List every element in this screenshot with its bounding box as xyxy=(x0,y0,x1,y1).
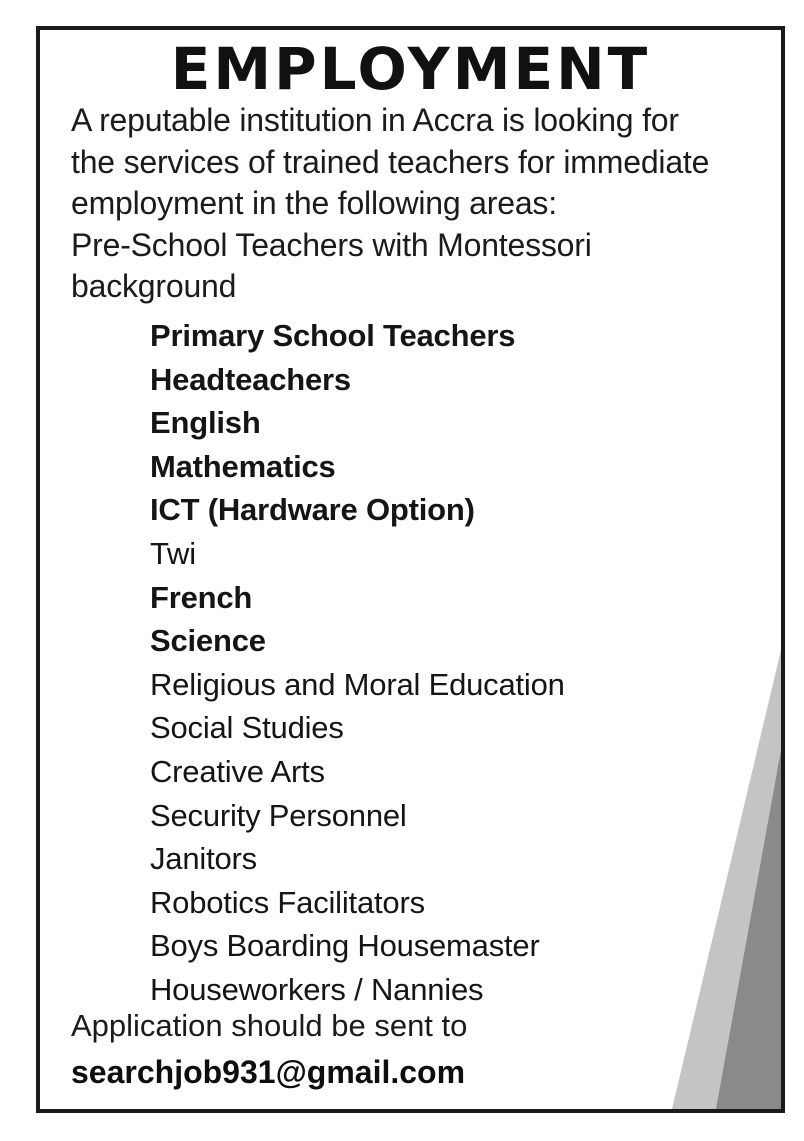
vacancy-area-item: English xyxy=(150,405,261,441)
vacancy-area-item: Twi xyxy=(150,535,196,571)
intro-line: A reputable institution in Accra is looking for xyxy=(71,102,679,138)
vacancy-area-item: Social Studies xyxy=(150,710,344,746)
vacancy-area-item: Religious and Moral Education xyxy=(150,666,565,702)
vacancy-area-item: Mathematics xyxy=(150,448,336,484)
intro-paragraph xyxy=(71,100,771,308)
intro-line: the services of trained teachers for immediate xyxy=(71,143,710,180)
vacancy-area-item: Janitors xyxy=(150,841,257,877)
vacancy-area-item: Security Personnel xyxy=(150,797,407,833)
vacancy-areas-list xyxy=(150,314,565,1012)
intro-line: Pre-School Teachers with Montessori xyxy=(71,226,592,263)
employment-advert xyxy=(36,26,785,1113)
vacancy-area-item: ICT (Hardware Option) xyxy=(150,492,475,528)
vacancy-area-item: Robotics Facilitators xyxy=(150,884,425,920)
vacancy-area-item: Primary School Teachers xyxy=(150,318,516,353)
vacancy-area-item: Headteachers xyxy=(150,361,351,397)
advert-title: EMPLOYMENT xyxy=(170,35,651,103)
contact-email-link[interactable]: searchjob931@gmail.com xyxy=(71,1054,466,1090)
vacancy-area-item: Houseworkers / Nannies xyxy=(150,971,484,1007)
application-instruction: Application should be sent to xyxy=(71,1008,468,1043)
intro-line: employment in the following areas: xyxy=(71,185,557,221)
vacancy-area-item: Creative Arts xyxy=(150,753,325,789)
vacancy-area-item: Science xyxy=(150,623,266,659)
intro-line: background xyxy=(71,268,237,304)
vacancy-area-item: French xyxy=(150,579,253,615)
vacancy-area-item: Boys Boarding Housemaster xyxy=(150,928,540,964)
